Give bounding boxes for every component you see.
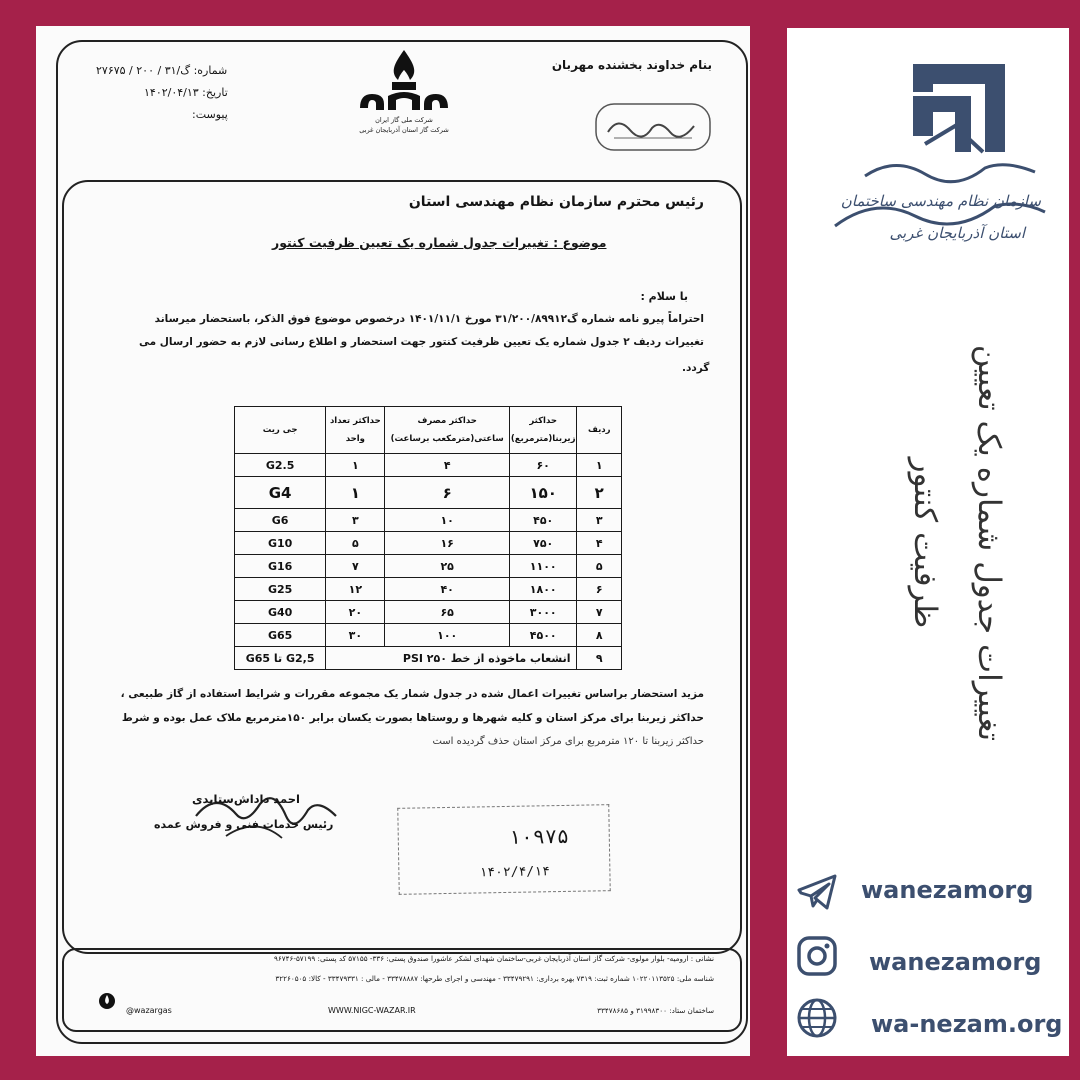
paragraph1-line3: گردد. <box>682 362 710 374</box>
signer-name: احمد داداش‌ستایدی <box>192 792 300 806</box>
cell-row-number: ۱ <box>577 454 622 477</box>
engineering-org-logo-icon <box>805 56 1053 246</box>
stamp-date: ۱۴۰۲/۴/۱۴ <box>479 864 550 881</box>
cell-g-rate: G40 <box>235 601 326 624</box>
greeting: با سلام : <box>640 290 688 303</box>
footer-hq-phones: ساختمان ستاد: ۳۱۹۹۸۳۰۰ و ۳۳۴۷۸۶۸۵ <box>597 1006 714 1015</box>
cell-max-area: ۴۵۰۰ <box>509 624 577 647</box>
cell-max-units: ۱ <box>326 477 385 509</box>
cell-g-rate: G65 <box>235 624 326 647</box>
cell-g-rate: G2.5 <box>235 454 326 477</box>
calligraphy-stamp-icon <box>594 102 712 152</box>
receipt-stamp <box>397 804 610 895</box>
table-row <box>235 454 622 477</box>
instagram-icon <box>795 934 839 978</box>
letter-attachment: پیوست: <box>192 108 228 121</box>
cell-max-units: ۳۰ <box>326 624 385 647</box>
paragraph1-line1: احتراماً پیرو نامه شماره گ۳۱/۲۰۰/۸۹۹۱۲ مورخ ۱۴۰۱/۱۱/۱ درخصوص موضوع فوق الذکر، باستحضار میرساند <box>154 313 704 325</box>
addressee: رئیس محترم سازمان نظام مهندسی استان <box>408 194 704 210</box>
col-header-max-consumption: حداکثر مصرف ساعتی(مترمکعب برساعت) <box>385 407 509 454</box>
nigc-small-logo-icon <box>98 992 116 1010</box>
cell-row-number: ۶ <box>577 578 622 601</box>
table-row <box>235 578 622 601</box>
cell-row-number: ۸ <box>577 624 622 647</box>
cell-max-units: ۲۰ <box>326 601 385 624</box>
cell-branch-note: انشعاب ماخوذه از خط PSI ۲۵۰ <box>326 647 577 670</box>
cell-g-rate: G6 <box>235 509 326 532</box>
telegram-icon <box>795 870 839 914</box>
vertical-title-line2: ظرفیت کنتور <box>907 457 943 629</box>
cell-max-consumption: ۶۵ <box>385 601 509 624</box>
cell-max-consumption: ۴ <box>385 454 509 477</box>
instagram-handle: wanezamorg <box>869 948 1042 976</box>
logo-text-line2: استان آذربایجان غربی <box>889 224 1025 242</box>
table-row-branch-note <box>235 647 622 670</box>
col-header-row-number: ردیف <box>577 407 622 454</box>
globe-icon <box>795 996 839 1040</box>
footer-address: نشانی : ارومیه- بلوار مولوی- شرکت گاز استان آذربایجان غربی-ساختمان شهدای لشکر عاشورا صندوق پستی: ۳۳۶- ۵۷۱۵۵ کد پستی: ۵۷۱۹۹-۹۶۷۴۶ <box>274 954 714 963</box>
table-row <box>235 477 622 509</box>
website-link[interactable] <box>795 996 1065 1046</box>
letter-number: شماره: گ/۳۱ / ۲۰۰ / ۲۷۶۷۵ <box>96 64 228 77</box>
cell-max-units: ۳ <box>326 509 385 532</box>
paragraph2-line2: حداکثر زیربنا برای مرکز استان و کلیه شهرها و روستاها بصورت یکسان برابر ۱۵۰مترمربع ملاک عمل بوده و شرط <box>121 712 704 724</box>
cell-max-consumption: ۱۰۰ <box>385 624 509 647</box>
signer-title: رئیس خدمات فنی و فروش عمده <box>154 818 334 831</box>
cell-max-consumption: ۶ <box>385 477 509 509</box>
footer-website: WWW.NIGC-WAZAR.IR <box>328 1006 416 1015</box>
cell-max-area: ۷۵۰ <box>509 532 577 555</box>
table-row <box>235 555 622 578</box>
cell-max-area: ۱۱۰۰ <box>509 555 577 578</box>
company-name-line2: شرکت گاز استان آذربایجان غربی <box>359 126 449 134</box>
cell-row-number: ۲ <box>577 477 622 509</box>
table-row <box>235 509 622 532</box>
cell-max-consumption: ۲۵ <box>385 555 509 578</box>
cell-max-area: ۴۵۰ <box>509 509 577 532</box>
instagram-link[interactable] <box>795 934 1065 984</box>
stamp-number: ۱۰۹۷۵ <box>508 823 570 849</box>
table-row <box>235 532 622 555</box>
cell-max-consumption: ۴۰ <box>385 578 509 601</box>
cell-max-units: ۱ <box>326 454 385 477</box>
cell-max-area: ۶۰ <box>509 454 577 477</box>
cell-max-units: ۱۲ <box>326 578 385 601</box>
meter-capacity-table <box>234 406 622 670</box>
cell-max-area: ۳۰۰۰ <box>509 601 577 624</box>
website-url: wa-nezam.org <box>871 1010 1063 1038</box>
letter-date: تاریخ: ۱۴۰۲/۰۴/۱۳ <box>144 86 228 99</box>
footer-social-handle: @wazargas <box>126 1006 172 1015</box>
cell-max-area: ۱۵۰ <box>509 477 577 509</box>
cell-g-rate-range: G2,5 تا G65 <box>235 647 326 670</box>
col-header-max-units: حداکثر تعداد واحد <box>326 407 385 454</box>
cell-max-area: ۱۸۰۰ <box>509 578 577 601</box>
logo-text-line1: سازمان نظام مهندسی ساختمان <box>840 192 1041 210</box>
cell-g-rate: G16 <box>235 555 326 578</box>
scanned-letter <box>36 26 750 1056</box>
cell-max-units: ۷ <box>326 555 385 578</box>
telegram-link[interactable] <box>795 870 1065 920</box>
paragraph1-line2: تغییرات ردیف ۲ جدول شماره یک تعیین ظرفیت کنتور جهت استحضار و اطلاع رسانی لازم به حضور ارسال می <box>139 336 704 348</box>
subject-line: موضوع : تغییرات جدول شماره یک تعیین ظرفیت کنتور <box>272 235 607 250</box>
cell-g-rate: G4 <box>235 477 326 509</box>
cell-row-number: ۴ <box>577 532 622 555</box>
table-header-row <box>235 407 622 454</box>
vertical-title <box>811 308 1031 778</box>
cell-max-consumption: ۱۶ <box>385 532 509 555</box>
cell-row-number: ۵ <box>577 555 622 578</box>
company-name-line1: شرکت ملی گاز ایران <box>375 116 433 124</box>
cell-max-units: ۵ <box>326 532 385 555</box>
branding-panel <box>787 28 1069 1056</box>
telegram-handle: wanezamorg <box>861 876 1034 904</box>
vertical-title-line1: تغییرات جدول شماره یک تعیین <box>971 344 1007 742</box>
cell-g-rate: G25 <box>235 578 326 601</box>
footer-phones: شناسه ملی: ۱۰۲۲۰۱۱۳۵۲۵ شماره ثبت: ۷۳۱۹ بهره برداری: ۳۳۴۷۹۲۹۱ - مهندسی و اجرای طرحها: ۳۳۴۷۸۸۸۷ - مالی : ۳۳۴۷۹۳۳۱ - کالا: ۳۲۲۶۰۵۰۵ <box>275 974 714 983</box>
col-header-g-rate: جی ریت <box>235 407 326 454</box>
paragraph2-line3: حداکثر زیربنا تا ۱۲۰ مترمربع برای مرکز استان حذف گردیده است <box>432 736 704 747</box>
nigc-logo-icon <box>354 46 454 118</box>
table-row <box>235 624 622 647</box>
cell-row-number: ۷ <box>577 601 622 624</box>
basmala: بنام خداوند بخشنده مهربان <box>551 58 712 72</box>
cell-max-consumption: ۱۰ <box>385 509 509 532</box>
cell-row-number: ۹ <box>577 647 622 670</box>
col-header-max-area: حداکثر زیربنا(مترمربع) <box>509 407 577 454</box>
cell-g-rate: G10 <box>235 532 326 555</box>
table-row <box>235 601 622 624</box>
cell-row-number: ۳ <box>577 509 622 532</box>
paragraph2-line1: مزید استحضار براساس تغییرات اعمال شده در جدول شمار یک مجموعه مقررات و شرایط استفاده از گاز طبیعی ، <box>120 688 704 700</box>
